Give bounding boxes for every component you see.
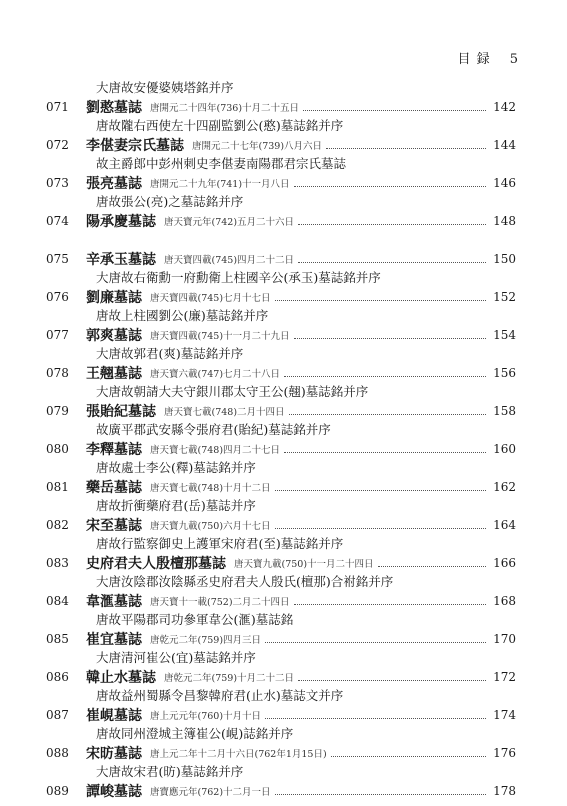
toc-entry — [46, 192, 516, 230]
toc-entry — [46, 154, 516, 192]
entry-number: 083 — [46, 556, 69, 570]
entry-title: 劉憨墓誌 — [86, 100, 142, 116]
entry-date: 唐天寶四載(745)四月二十二日 — [164, 255, 295, 266]
entry-number: 074 — [46, 214, 69, 228]
entry-date: 唐乾元二年(759)十月二十二日 — [164, 673, 295, 684]
dot-leader — [289, 414, 486, 415]
dot-leader — [265, 718, 486, 719]
toc-entry-row — [46, 363, 516, 383]
entry-title: 史府君夫人殷檀那墓誌 — [86, 556, 226, 572]
entry-title: 李偡妻宗氏墓誌 — [86, 138, 184, 154]
entry-date: 唐天寶十一載(752)二月二十四日 — [150, 597, 290, 608]
toc-entry — [46, 458, 516, 496]
toc-entry-row — [46, 173, 516, 193]
toc-entry-row — [46, 553, 516, 573]
entry-number: 089 — [46, 784, 69, 798]
dot-leader — [298, 680, 486, 681]
toc-entry-row — [46, 477, 516, 497]
entry-title: 宋昉墓誌 — [86, 746, 142, 762]
inscription-full-title: 唐故益州蜀縣令昌黎韓府君(止水)墓誌文并序 — [96, 688, 344, 703]
entry-title: 王翹墓誌 — [86, 366, 142, 382]
entry-number: 079 — [46, 404, 69, 418]
entry-page-number: 162 — [493, 480, 516, 494]
entry-number: 084 — [46, 594, 69, 608]
dot-leader — [294, 604, 486, 605]
entry-number: 082 — [46, 518, 69, 532]
dot-leader — [326, 148, 486, 149]
entry-date: 唐開元二十九年(741)十一月八日 — [150, 179, 290, 190]
entry-number: 087 — [46, 708, 69, 722]
toc-entry-row — [46, 591, 516, 611]
entry-number: 078 — [46, 366, 69, 380]
entry-number: 071 — [46, 100, 69, 114]
entry-number: 075 — [46, 252, 69, 266]
entry-title: 崔峴墓誌 — [86, 708, 142, 724]
dot-leader — [275, 794, 486, 795]
entry-date: 唐寶應元年(762)十二月一日 — [150, 787, 271, 798]
inscription-full-title: 大唐故郭君(爽)墓誌銘并序 — [96, 346, 244, 361]
entry-date: 唐天寶六載(747)七月二十八日 — [150, 369, 281, 380]
entry-number: 080 — [46, 442, 69, 456]
entry-date: 唐上元二年十二月十六日(762年1月15日) — [150, 749, 327, 760]
entry-page-number: 154 — [493, 328, 516, 342]
inscription-full-title: 唐故張公(亮)之墓誌銘并序 — [96, 194, 244, 209]
dot-leader — [298, 224, 486, 225]
entry-title: 藥岳墓誌 — [86, 480, 142, 496]
entry-number: 073 — [46, 176, 69, 190]
entry-number: 077 — [46, 328, 69, 342]
entry-title: 宋至墓誌 — [86, 518, 142, 534]
inscription-full-title: 故廣平郡武安縣令張府君(貽紀)墓誌銘并序 — [96, 422, 331, 437]
entry-number: 076 — [46, 290, 69, 304]
toc-entry-row — [46, 135, 516, 155]
entry-number: 086 — [46, 670, 69, 684]
toc-entry — [46, 724, 516, 762]
toc-entry — [46, 420, 516, 458]
toc-entry — [46, 610, 516, 648]
toc-entry — [46, 648, 516, 686]
inscription-full-title: 唐故上柱國劉公(廉)墓誌銘并序 — [96, 308, 269, 323]
entry-page-number: 174 — [493, 708, 516, 722]
dot-leader — [378, 566, 486, 567]
inscription-full-title: 唐故同州澄城主簿崔公(峴)誌銘并序 — [96, 726, 294, 741]
toc-entry — [46, 306, 516, 344]
entry-number: 072 — [46, 138, 69, 152]
entry-page-number: 158 — [493, 404, 516, 418]
entry-date: 唐天寶四載(745)十一月二十九日 — [150, 331, 290, 342]
entry-title: 郭爽墓誌 — [86, 328, 142, 344]
entry-page-number: 148 — [493, 214, 516, 228]
entry-title: 韓止水墓誌 — [86, 670, 156, 686]
entry-date: 唐天寶四載(745)七月十七日 — [150, 293, 271, 304]
toc-entry-row — [46, 629, 516, 649]
inscription-full-title: 唐故折衝藥府君(岳)墓誌并序 — [96, 498, 256, 513]
entry-page-number: 142 — [493, 100, 516, 114]
entry-page-number: 156 — [493, 366, 516, 380]
entry-page-number: 178 — [493, 784, 516, 798]
inscription-full-title: 唐故處士李公(釋)墓誌銘并序 — [96, 460, 256, 475]
entry-page-number: 146 — [493, 176, 516, 190]
entry-title: 譚峻墓誌 — [86, 784, 142, 800]
dot-leader — [303, 110, 486, 111]
entry-title: 李釋墓誌 — [86, 442, 142, 458]
toc-entry — [46, 496, 516, 534]
entry-title: 陽承慶墓誌 — [86, 214, 156, 230]
entry-page-number: 166 — [493, 556, 516, 570]
entry-page-number: 150 — [493, 252, 516, 266]
entry-page-number: 168 — [493, 594, 516, 608]
inscription-full-title: 大唐汝陰郡汝陰縣丞史府君夫人殷氏(檀那)合祔銘并序 — [96, 574, 394, 589]
toc-entry-row — [46, 781, 516, 801]
header-page-number: 5 — [509, 52, 519, 67]
entry-date: 唐乾元二年(759)四月三日 — [150, 635, 262, 646]
dot-leader — [284, 452, 486, 453]
entry-title: 張貽紀墓誌 — [86, 404, 156, 420]
entry-date: 唐天寶元年(742)五月二十六日 — [164, 217, 295, 228]
dot-leader — [265, 642, 486, 643]
entry-date: 唐天寶九載(750)十一月二十四日 — [234, 559, 374, 570]
toc-entry-row — [46, 515, 516, 535]
entry-page-number: 144 — [493, 138, 516, 152]
entry-title: 劉廉墓誌 — [86, 290, 142, 306]
toc-entry — [46, 534, 516, 572]
entry-page-number: 172 — [493, 670, 516, 684]
toc-entry-row — [46, 97, 516, 117]
entry-page-number: 176 — [493, 746, 516, 760]
toc-entry — [46, 344, 516, 382]
toc-entry-row — [46, 705, 516, 725]
entry-number: 081 — [46, 480, 69, 494]
entry-date: 唐天寶九載(750)六月十七日 — [150, 521, 271, 532]
entry-page-number: 152 — [493, 290, 516, 304]
entry-title: 崔宜墓誌 — [86, 632, 142, 648]
entry-title: 韋滙墓誌 — [86, 594, 142, 610]
entry-page-number: 164 — [493, 518, 516, 532]
toc-entry — [46, 382, 516, 420]
inscription-full-title: 唐故隴右西使左十四副監劉公(憨)墓誌銘并序 — [96, 118, 344, 133]
toc-entry-row — [46, 287, 516, 307]
dot-leader — [275, 300, 486, 301]
dot-leader — [298, 262, 486, 263]
entry-date: 唐開元二十四年(736)十月二十五日 — [150, 103, 300, 114]
dot-leader — [294, 338, 486, 339]
toc-entry-row — [46, 211, 516, 231]
inscription-full-title: 大唐故朝請大夫守銀川郡太守王公(翹)墓誌銘并序 — [96, 384, 369, 399]
toc-entry-row — [46, 743, 516, 763]
toc-entry — [46, 762, 516, 800]
entry-page-number: 160 — [493, 442, 516, 456]
entry-number: 085 — [46, 632, 69, 646]
entry-page-number: 170 — [493, 632, 516, 646]
toc-entry — [46, 230, 516, 268]
entry-date: 唐開元二十七年(739)八月六日 — [192, 141, 323, 152]
entry-title: 張亮墓誌 — [86, 176, 142, 192]
entry-date: 唐天寶七載(748)十月十二日 — [150, 483, 271, 494]
inscription-full-title: 大唐故宋君(昉)墓誌銘并序 — [96, 764, 244, 779]
toc-entry-row — [46, 667, 516, 687]
dot-leader — [331, 756, 486, 757]
dot-leader — [275, 528, 486, 529]
running-header — [457, 48, 519, 67]
toc-entry — [46, 78, 516, 116]
toc-entry-row — [46, 401, 516, 421]
entry-number: 088 — [46, 746, 69, 760]
entry-date: 唐上元元年(760)十月十日 — [150, 711, 262, 722]
header-section-title: 目 録 — [457, 52, 491, 67]
toc-entry — [46, 686, 516, 724]
entry-title: 辛承玉墓誌 — [86, 252, 156, 268]
inscription-full-title: 唐故行監察御史上護軍宋府君(至)墓誌銘并序 — [96, 536, 344, 551]
table-of-contents — [46, 78, 516, 800]
dot-leader — [294, 186, 486, 187]
entry-date: 唐天寶七載(748)二月十四日 — [164, 407, 285, 418]
inscription-full-title: 故主爵郎中彭州刺史李偡妻南陽郡君宗氏墓誌 — [96, 156, 347, 171]
toc-entry-row — [46, 439, 516, 459]
inscription-full-title: 大唐故右衛勳一府勳衛上柱國辛公(承玉)墓誌銘并序 — [96, 270, 381, 285]
inscription-full-title: 大唐故安優婆姨塔銘并序 — [96, 80, 234, 95]
toc-entry — [46, 268, 516, 306]
toc-entry-row — [46, 249, 516, 269]
inscription-full-title: 大唐清河崔公(宜)墓誌銘并序 — [96, 650, 256, 665]
inscription-full-title: 唐故平陽郡司功參軍韋公(滙)墓誌銘 — [96, 612, 294, 627]
dot-leader — [275, 490, 486, 491]
toc-entry — [46, 116, 516, 154]
toc-entry — [46, 572, 516, 610]
dot-leader — [284, 376, 486, 377]
entry-date: 唐天寶七載(748)四月二十七日 — [150, 445, 281, 456]
toc-entry-row — [46, 325, 516, 345]
